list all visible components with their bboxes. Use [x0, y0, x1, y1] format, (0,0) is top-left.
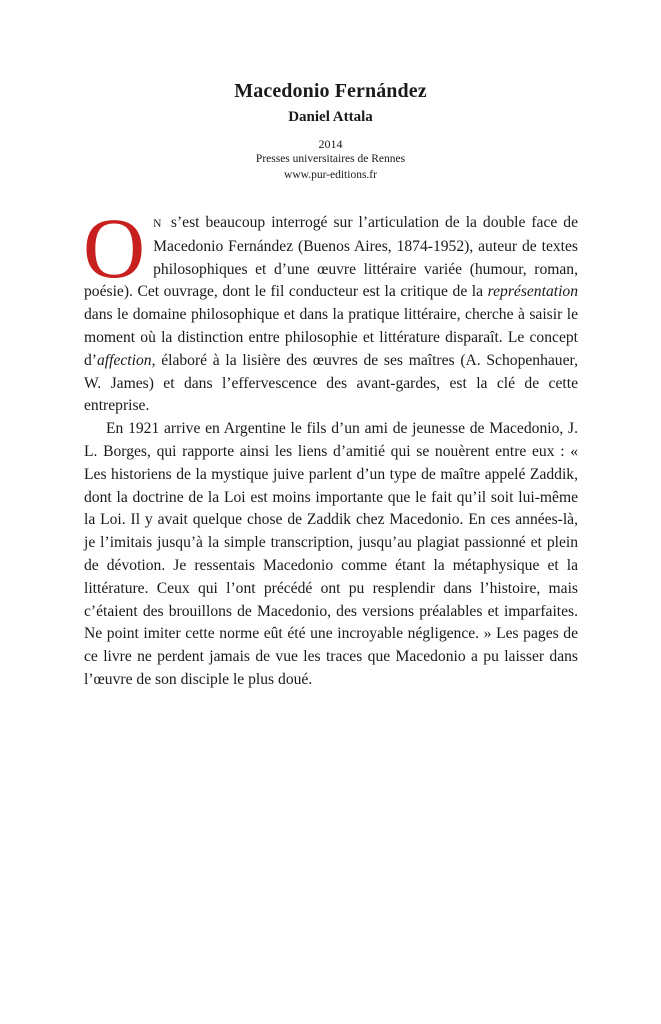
publisher-name: Presses universitaires de Rennes	[255, 153, 406, 165]
paragraph-1-text-a: s’est beaucoup interrogé sur l’articulation de la double face de Macedonio Fernández (Buenos Aires, 1874-1952), auteur de textes philosophiques et d’une œuvre littéraire variée (humour, roman, poésie). Cet ouvrage, dont le fil conducteur est la critique de la	[84, 214, 578, 301]
paragraph-1	[83, 200, 578, 418]
drop-cap-letter: O	[83, 200, 146, 296]
italic-term-representation: représentation	[487, 283, 578, 301]
book-title: Macedonio Fernández	[234, 80, 427, 102]
paragraph-1-text-b: dans le domaine philosophique et dans la pratique littéraire, cherche à saisir le moment où la distinction entre philosophie et littérature disparaît. Le concept d’	[84, 306, 578, 369]
paragraph-2: En 1921 arrive en Argentine le fils d’un ami de jeunesse de Macedonio, J. L. Borges, qui rapporte ainsi les liens d’amitié qui se nouèrent entre eux : « Les historiens de la mystique juive parlent d’un type de maître appelé Zaddik, dont la doctrine de la Loi est moins importante que le fait qu’il soit lui-même la Loi. Il y avait quelque chose de Zaddik chez Macedonio. En ces années-là, je l’imitais jusqu’à la simple transcription, jusqu’au plagiat passionné et plein de dévotion. Je ressentais Macedonio comme étant la métaphysique et la littérature. Ceux qui l’ont précédé ont pu resplendir dans l’histoire, mais c’étaient des brouillons de Macedonio, des versions préalables et imparfaites. Ne point imiter cette norme eût été une incroyable négligence. » Les pages de ce livre ne perdent jamais de vue les traces que Macedonio a pu laisser dans l’œuvre de son disciple le plus doué.	[84, 420, 578, 688]
small-cap-letter: N	[153, 218, 162, 230]
publisher-website: www.pur-editions.fr	[284, 169, 377, 181]
publication-year: 2014	[318, 137, 343, 151]
abstract-body	[83, 200, 578, 692]
italic-term-affection: affection	[97, 351, 152, 369]
book-author: Daniel Attala	[288, 109, 373, 125]
paragraph-1-text-c: , élaboré à la lisière des œuvres de ses maîtres (A. Schopenhauer, W. James) et dans l’effervescence des avant-gardes, est la clé de cette entreprise.	[84, 351, 578, 415]
